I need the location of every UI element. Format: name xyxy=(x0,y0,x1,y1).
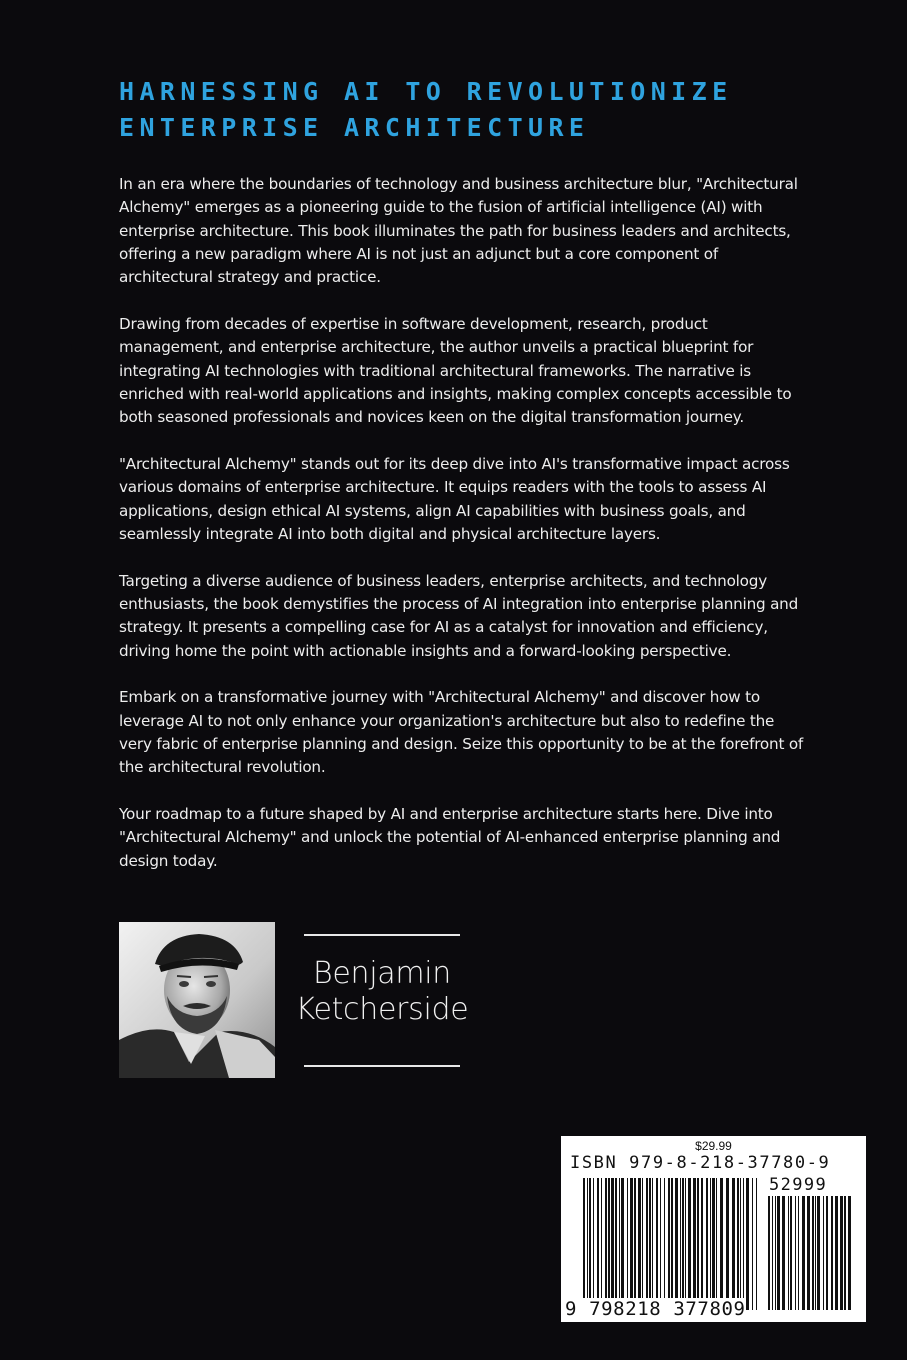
author-name xyxy=(290,956,474,1028)
name-divider-top xyxy=(304,934,460,936)
barcode-bar xyxy=(583,1178,585,1310)
barcode-bar xyxy=(668,1178,670,1310)
headline-line-2: ENTERPRISE ARCHITECTURE xyxy=(119,113,590,142)
barcode-bar xyxy=(798,1196,799,1310)
barcode-bar xyxy=(652,1178,653,1310)
barcode-bar xyxy=(638,1178,641,1310)
barcode-bar xyxy=(740,1178,741,1310)
barcode-bar xyxy=(685,1178,686,1310)
barcode-bar xyxy=(712,1178,715,1310)
barcode-bar xyxy=(790,1196,792,1310)
barcode-bar xyxy=(627,1178,628,1310)
barcode-addon-bars xyxy=(768,1196,854,1310)
barcode-bar xyxy=(817,1196,820,1310)
barcode-bar xyxy=(844,1196,846,1310)
name-divider-bottom xyxy=(304,1065,460,1067)
barcode-bar xyxy=(680,1178,681,1310)
barcode-bar xyxy=(693,1178,696,1310)
isbn-text: ISBN 979-8-218-37780-9 xyxy=(570,1153,831,1173)
barcode-bar xyxy=(743,1178,744,1310)
author-photo xyxy=(119,922,275,1078)
barcode-bar xyxy=(782,1196,785,1310)
barcode-bar xyxy=(826,1196,828,1310)
barcode-bar xyxy=(634,1178,636,1310)
barcode-bar xyxy=(775,1196,776,1310)
barcode-bar xyxy=(752,1178,753,1310)
author-first-name: Benjamin xyxy=(312,956,451,991)
barcode-bar xyxy=(706,1178,708,1310)
barcode-bar xyxy=(848,1196,851,1310)
ean-digits: 9 798218 377809 xyxy=(565,1298,746,1320)
barcode-bar xyxy=(593,1178,594,1310)
blurb-paragraph-5: Embark on a transformative journey with "Architectural Alchemy" and discover how to leverage AI to not only enhance your organization's architecture but also to redefine the very fabric of enterprise planning and design. Seize this opportunity to be at the forefront of the architectural revolution. xyxy=(119,688,804,777)
barcode-bar xyxy=(840,1196,843,1310)
barcode-bar xyxy=(697,1178,699,1310)
barcode-bar xyxy=(701,1178,703,1310)
barcode-bar xyxy=(619,1178,620,1310)
barcode-bar xyxy=(835,1196,838,1310)
barcode-bar xyxy=(795,1196,796,1310)
barcode-bar xyxy=(675,1178,678,1310)
barcode-bar xyxy=(682,1178,684,1310)
blurb-paragraph-3: "Architectural Alchemy" stands out for its deep dive into AI's transformative impact across various domains of enterprise architecture. It equips readers with the tools to assess AI applications, design ethical AI systems, align AI capabilities with business goals, and seamlessly integrate AI into both digital and physical architecture layers. xyxy=(119,454,790,543)
barcode-bar xyxy=(597,1178,599,1310)
blurb xyxy=(119,173,809,896)
barcode-bar xyxy=(732,1178,735,1310)
barcode-bar xyxy=(831,1196,833,1310)
barcode-bar xyxy=(671,1178,673,1310)
barcode-bar xyxy=(716,1178,717,1310)
barcode-bar xyxy=(660,1178,661,1310)
barcode-bar xyxy=(788,1196,789,1310)
barcode-bar xyxy=(646,1178,648,1310)
barcode-bar xyxy=(756,1178,757,1310)
barcode-bar xyxy=(710,1178,711,1310)
barcode-bar xyxy=(815,1196,816,1310)
barcode-main-bars xyxy=(583,1178,759,1310)
blurb-paragraph-6: Your roadmap to a future shaped by AI and enterprise architecture starts here. Dive into "Architectural Alchemy" and unlock the potential of AI-enhanced enterprise planning and design today. xyxy=(119,805,781,870)
barcode-bar xyxy=(611,1178,614,1310)
barcode-bar xyxy=(589,1178,591,1310)
headline xyxy=(119,74,819,146)
barcode-bar xyxy=(772,1196,773,1310)
price-label: $29.99 xyxy=(695,1139,732,1153)
barcode-bar xyxy=(587,1178,588,1310)
barcode-bar xyxy=(768,1196,770,1310)
author-last-name: Ketcherside xyxy=(295,992,469,1027)
barcode-bar xyxy=(777,1196,780,1310)
barcode-bar xyxy=(630,1178,633,1310)
blurb-paragraph-4: Targeting a diverse audience of business leaders, enterprise architects, and technology enthusiasts, the book demystifies the process of AI integration into enterprise planning and strategy. It presents a compelling case for AI as a catalyst for innovation and efficiency, driving home the point with actionable insights and a forward-looking perspective. xyxy=(119,571,799,660)
barcode-bar xyxy=(812,1196,814,1310)
barcode-bar xyxy=(656,1178,658,1310)
barcode-bar xyxy=(807,1196,810,1310)
barcode-bar xyxy=(621,1178,624,1310)
barcode-bar xyxy=(823,1196,824,1310)
barcode-bar xyxy=(615,1178,617,1310)
barcode-bar xyxy=(664,1178,665,1310)
barcode-bar xyxy=(726,1178,729,1310)
blurb-paragraph-1: In an era where the boundaries of technology and business architecture blur, "Architectural Alchemy" emerges as a pioneering guide to the fusion of artificial intelligence (AI) with enterprise architecture. This book illuminates the path for business leaders and architects, offering a new paradigm where AI is not just an adjunct but a core component of architectural strategy and practice. xyxy=(119,175,798,287)
blurb-paragraph-2: Drawing from decades of expertise in software development, research, product management, and enterprise architecture, the author unveils a practical blueprint for integrating AI technologies with traditional architectural frameworks. The narrative is enriched with real-world applications and insights, making complex concepts accessible to both seasoned professionals and novices keen on the digital transformation journey. xyxy=(119,314,792,427)
headline-line-1: HARNESSING AI TO REVOLUTIONIZE xyxy=(119,77,733,106)
barcode-box xyxy=(561,1136,866,1322)
barcode-bar xyxy=(688,1178,691,1310)
barcode-bar xyxy=(649,1178,651,1310)
barcode-bar xyxy=(608,1178,610,1310)
barcode-bar xyxy=(802,1196,805,1310)
barcode-bar xyxy=(720,1178,723,1310)
barcode-bar xyxy=(601,1178,602,1310)
barcode-bar xyxy=(737,1178,739,1310)
price-addon-text: 52999 xyxy=(769,1175,828,1195)
barcode-bar xyxy=(605,1178,607,1310)
barcode-bar xyxy=(746,1178,749,1310)
barcode-bar xyxy=(642,1178,643,1310)
